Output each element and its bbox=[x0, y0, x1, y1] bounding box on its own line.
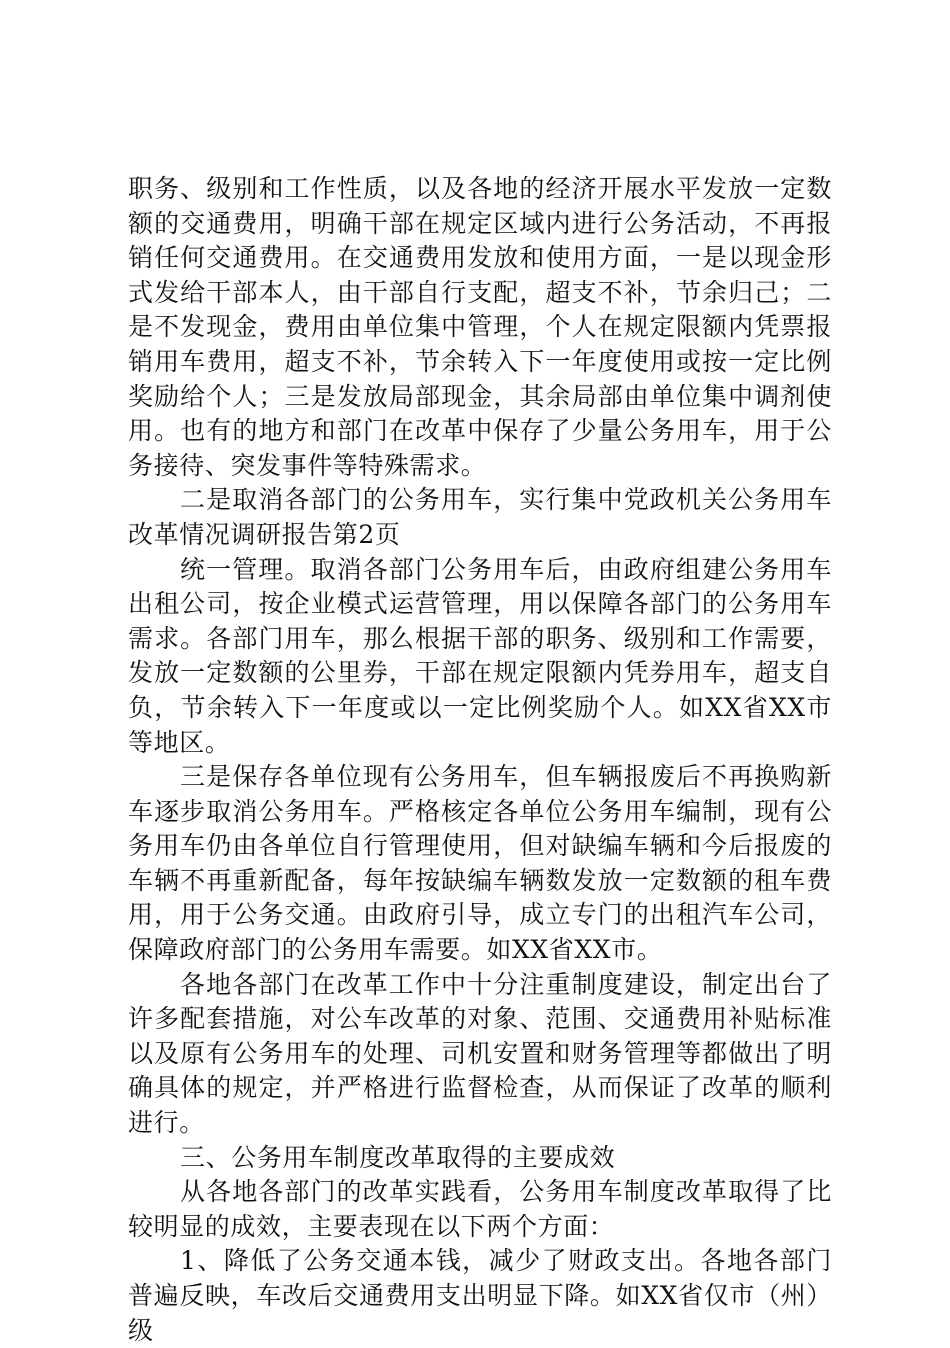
paragraph-7: 从各地各部门的改革实践看，公务用车制度改革取得了比较明显的成效，主要表现在以下两个方面： bbox=[128, 1177, 832, 1241]
paragraph-3: 统一管理。取消各部门公务用车后，由政府组建公务用车出租公司，按企业模式运营管理，用以保障各部门的公务用车需求。各部门用车，那么根据干部的职务、级别和工作需要，发放一定数额的公里券，干部在规定限额内凭券用车，超支自负，节余转入下一年度或以一定比例奖励个人。如XX省XX市等地区。 bbox=[128, 554, 832, 757]
paragraph-4: 三是保存各单位现有公务用车，但车辆报废后不再换购新车逐步取消公务用车。严格核定各单位公务用车编制，现有公务用车仍由各单位自行管理使用，但对缺编车辆和今后报废的车辆不再重新配备，每年按缺编车辆数发放一定数额的租车费用，用于公务交通。由政府引导，成立专门的出租汽车公司，保障政府部门的公务用车需要。如XX省XX市。 bbox=[128, 762, 832, 965]
paragraph-8: 1、降低了公务交通本钱，减少了财政支出。各地各部门普遍反映，车改后交通费用支出明显下降。如XX省仅市（州）级 bbox=[128, 1246, 832, 1345]
section-heading: 三、公务用车制度改革取得的主要成效 bbox=[180, 1142, 616, 1172]
paragraph-5: 各地各部门在改革工作中十分注重制度建设，制定出台了许多配套措施，对公车改革的对象、范围、交通费用补贴标准以及原有公务用车的处理、司机安置和财务管理等都做出了明确具体的规定，并严格进行监督检查，从而保证了改革的顺利进行。 bbox=[128, 969, 832, 1138]
paragraph-1: 职务、级别和工作性质，以及各地的经济开展水平发放一定数额的交通费用，明确干部在规定区域内进行公务活动，不再报销任何交通费用。在交通费用发放和使用方面，一是以现金形式发给干部本人，由干部自行支配，超支不补，节余归己；二是不发现金，费用由单位集中管理，个人在规定限额内凭票报销用车费用，超支不补，节余转入下一年度使用或按一定比例奖励给个人；三是发放局部现金，其余局部由单位集中调剂使用。也有的地方和部门在改革中保存了少量公务用车，用于公务接待、突发事件等特殊需求。 bbox=[128, 174, 832, 480]
paragraph-2: 二是取消各部门的公务用车，实行集中党政机关公务用车改革情况调研报告第2页 bbox=[128, 485, 832, 549]
document-body bbox=[128, 172, 832, 1348]
